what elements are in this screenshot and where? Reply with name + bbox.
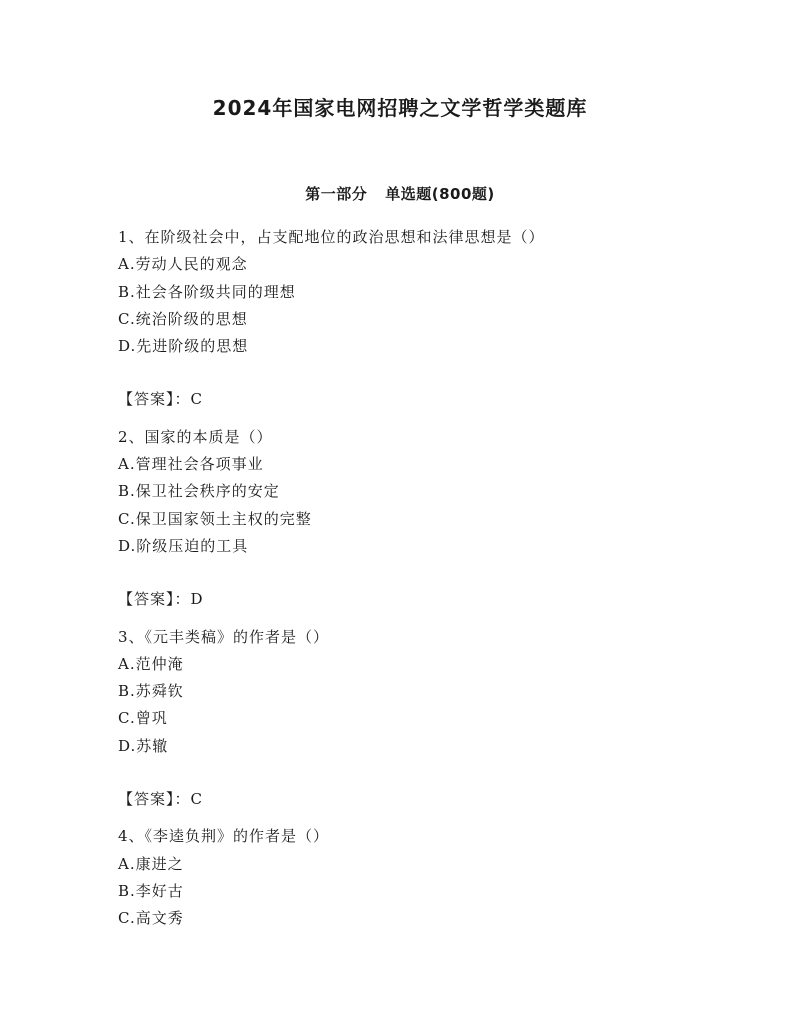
- question-option: A.管理社会各项事业: [118, 455, 264, 474]
- question-stem: 3、《元丰类稿》的作者是（）: [118, 627, 330, 646]
- question-stem: 1、在阶级社会中，占支配地位的政治思想和法律思想是（）: [118, 228, 545, 246]
- question-option: C.统治阶级的思想: [118, 309, 248, 328]
- question-option: D.苏辙: [118, 736, 169, 755]
- section-name: 单选题(800题): [385, 185, 495, 203]
- question-item: [118, 624, 718, 814]
- question-answer: 【答案】：C: [118, 790, 203, 809]
- question-option: B.保卫社会秩序的安定: [118, 482, 280, 501]
- section-part: 第一部分: [305, 185, 368, 203]
- question-option: A.劳动人民的观念: [118, 255, 248, 274]
- question-stem: 2、国家的本质是（）: [118, 427, 273, 446]
- question-option: C.曾巩: [118, 709, 168, 728]
- question-option: A.康进之: [118, 854, 184, 873]
- question-stem: 4、《李逵负荆》的作者是（）: [118, 827, 330, 846]
- question-option: B.苏舜钦: [118, 682, 184, 701]
- question-item: [118, 823, 718, 932]
- question-option: B.李好古: [118, 881, 184, 900]
- question-list: [118, 224, 718, 933]
- question-answer: 【答案】：D: [118, 590, 204, 609]
- question-answer: 【答案】：C: [118, 390, 203, 409]
- question-item: [118, 424, 718, 614]
- question-item: [118, 224, 718, 414]
- question-option: D.先进阶级的思想: [118, 337, 249, 356]
- question-option: D.阶级压迫的工具: [118, 536, 249, 555]
- question-option: C.保卫国家领土主权的完整: [118, 509, 312, 528]
- document-title: 2024年国家电网招聘之文学哲学类题库: [212, 96, 588, 120]
- section-heading: [0, 183, 800, 204]
- question-option: B.社会各阶级共同的理想: [118, 282, 296, 301]
- question-option: A.范仲淹: [118, 654, 184, 673]
- question-option: C.高文秀: [118, 909, 184, 928]
